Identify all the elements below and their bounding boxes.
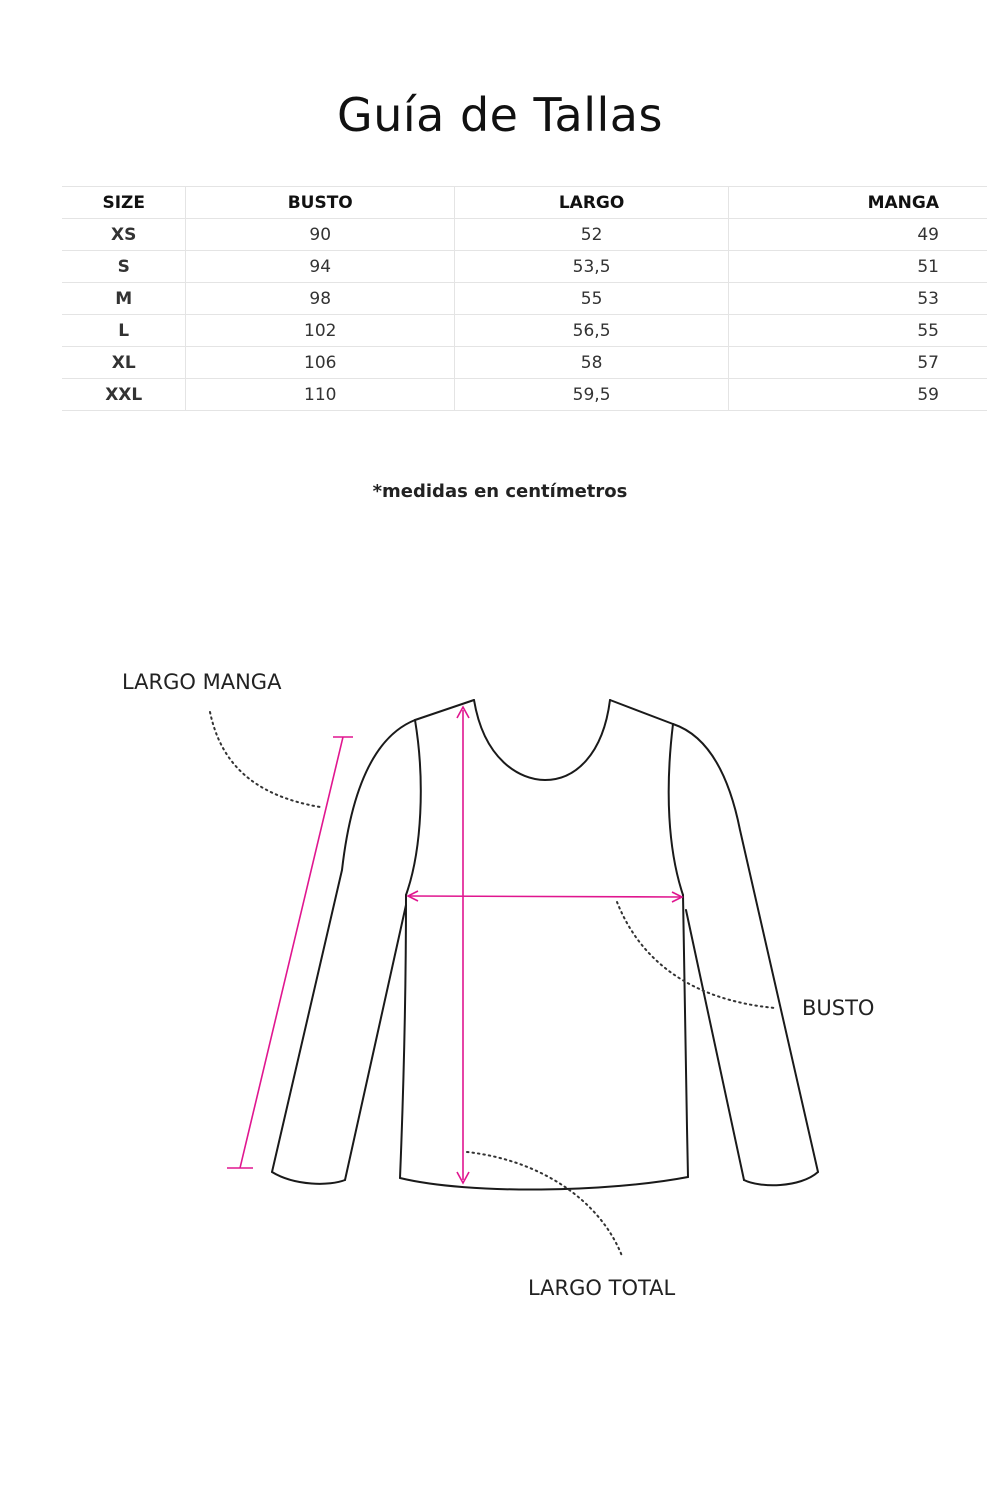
right-armhole-seam [669, 724, 683, 895]
header-busto: BUSTO [186, 187, 455, 219]
right-body-side [683, 895, 688, 1177]
garment-diagram [0, 600, 1000, 1360]
size-table [62, 186, 987, 411]
header-largo: LARGO [455, 187, 729, 219]
cell-size: L [62, 315, 186, 347]
left-body-side [400, 895, 406, 1178]
table-row [62, 251, 987, 283]
left-sleeve-inner [345, 905, 406, 1180]
cell-manga: 57 [729, 347, 987, 379]
cell-size: S [62, 251, 186, 283]
neckline [474, 700, 610, 780]
header-size: SIZE [62, 187, 186, 219]
cell-largo: 56,5 [455, 315, 729, 347]
table-row [62, 347, 987, 379]
cell-largo: 59,5 [455, 379, 729, 411]
label-busto: BUSTO [802, 996, 875, 1020]
cell-size: XXL [62, 379, 186, 411]
right-shoulder [610, 700, 673, 724]
cell-largo: 58 [455, 347, 729, 379]
cell-manga: 59 [729, 379, 987, 411]
cell-busto: 90 [186, 219, 455, 251]
table-row [62, 315, 987, 347]
header-manga: MANGA [729, 187, 987, 219]
table-header-row [62, 187, 987, 219]
cell-size: XL [62, 347, 186, 379]
page-title: Guía de Tallas [337, 88, 663, 142]
left-armhole-seam [406, 720, 421, 895]
right-sleeve-inner [686, 910, 744, 1180]
measurement-note: *medidas en centímetros [372, 481, 628, 502]
table-row [62, 283, 987, 315]
cell-busto: 98 [186, 283, 455, 315]
cell-busto: 110 [186, 379, 455, 411]
sleeve-length-line [240, 737, 343, 1168]
hem [400, 1177, 688, 1190]
cell-largo: 52 [455, 219, 729, 251]
label-largo-total: LARGO TOTAL [528, 1276, 676, 1300]
sleeve-pointer [210, 712, 320, 807]
table-row [62, 379, 987, 411]
cell-busto: 106 [186, 347, 455, 379]
cell-busto: 94 [186, 251, 455, 283]
cell-manga: 55 [729, 315, 987, 347]
right-cuff [744, 1172, 818, 1185]
cell-largo: 53,5 [455, 251, 729, 283]
table-row [62, 219, 987, 251]
cell-manga: 51 [729, 251, 987, 283]
bust-width-line [410, 896, 680, 897]
cell-manga: 49 [729, 219, 987, 251]
cell-manga: 53 [729, 283, 987, 315]
cell-largo: 55 [455, 283, 729, 315]
cell-size: XS [62, 219, 186, 251]
label-largo-manga: LARGO MANGA [122, 670, 282, 694]
cell-busto: 102 [186, 315, 455, 347]
left-cuff [272, 1172, 345, 1184]
length-pointer [467, 1152, 622, 1256]
cell-size: M [62, 283, 186, 315]
